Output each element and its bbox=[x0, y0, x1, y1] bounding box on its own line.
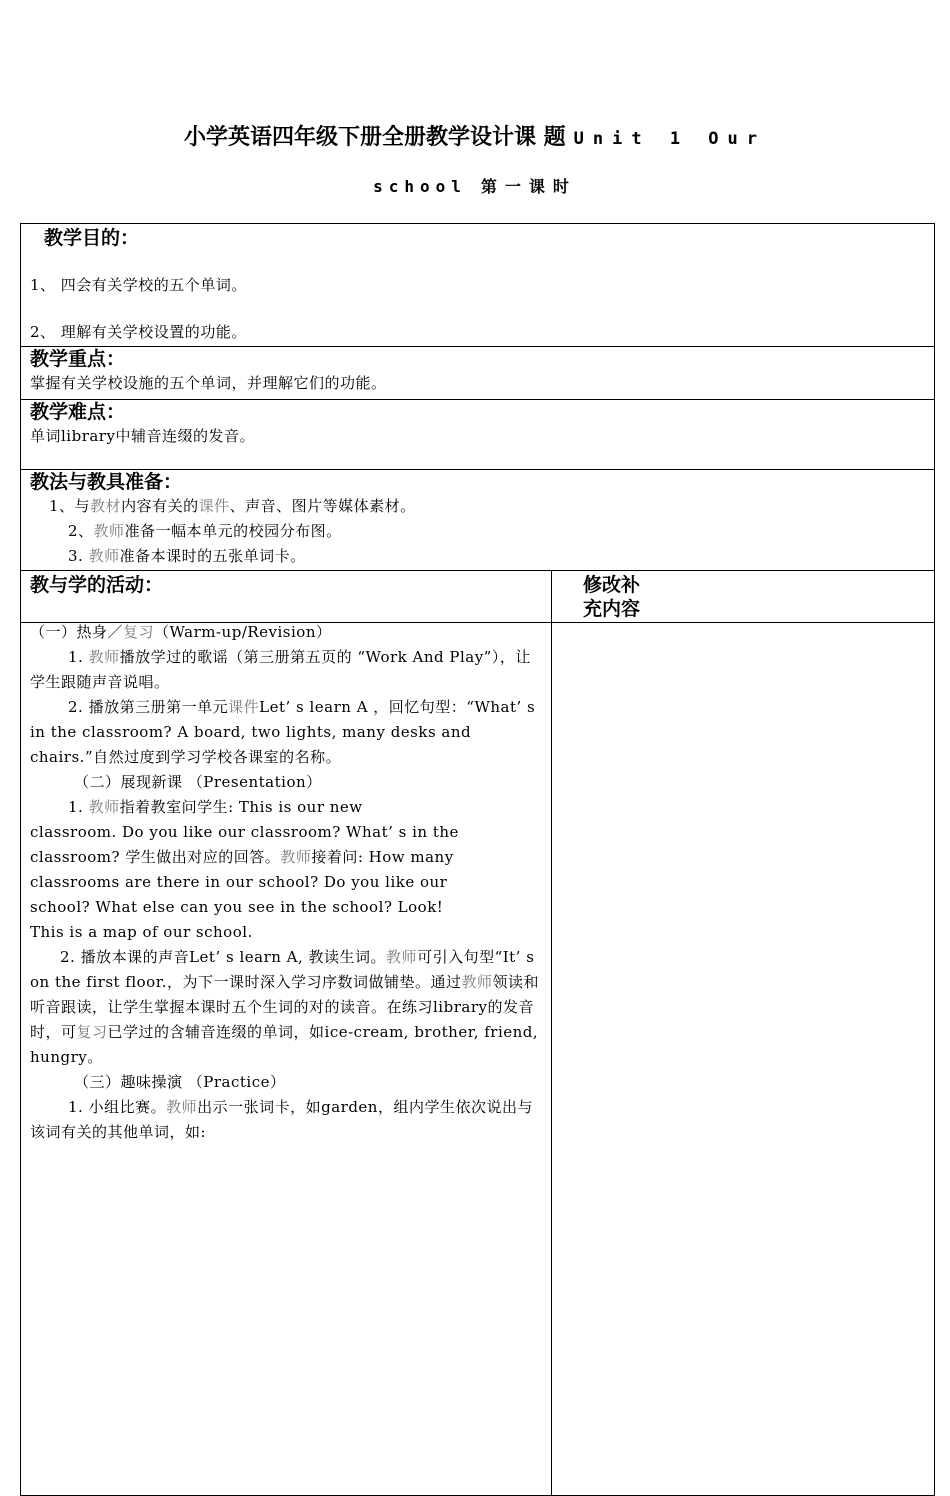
objective-item: 1、 四会有关学校的五个单词。 bbox=[30, 276, 247, 294]
section-warmup: （一）热身／复习（Warm-up/Revision） bbox=[30, 623, 332, 641]
preparation-heading: 教法与教具准备： bbox=[30, 471, 183, 493]
revision-heading: 修改补 充内容 bbox=[583, 574, 641, 620]
difficulties-text: 单词library中辅音连缀的发音。 bbox=[30, 427, 255, 445]
difficulties-row bbox=[21, 400, 935, 470]
key-points-heading: 教学重点： bbox=[30, 348, 126, 370]
lesson-plan-table bbox=[20, 223, 935, 1496]
title-english-cont: school bbox=[373, 177, 467, 196]
paragraph-line: classroom? 学生做出对应的回答。教师接着问: How many bbox=[30, 848, 454, 866]
paragraph: 2. 播放第三册第一单元课件Let’ s learn A ，回忆句型：“What’ s in the classroom? A board, two lights, many desks and chairs.”自然过度到学习学校各课室的名称。 bbox=[30, 698, 536, 766]
objectives-row bbox=[21, 224, 935, 347]
paragraph: 1. 教师播放学过的歌谣（第三册第五页的 “Work And Play”），让学生跟随声音说唱。 bbox=[30, 648, 531, 691]
paragraph-line: classrooms are there in our school? Do you like our bbox=[30, 873, 448, 891]
key-points-text: 掌握有关学校设施的五个单词，并理解它们的功能。 bbox=[30, 374, 387, 392]
paragraph: 1. 教师指着教室问学生: This is our new bbox=[68, 798, 363, 816]
key-points-row bbox=[21, 347, 935, 400]
title-lesson: 第一课时 bbox=[480, 177, 577, 196]
document-title-line1 bbox=[0, 120, 950, 151]
paragraph-line: This is a map of our school. bbox=[30, 923, 253, 941]
difficulties-heading: 教学难点： bbox=[30, 401, 126, 423]
section-presentation: （二）展现新课 （Presentation） bbox=[74, 773, 322, 791]
preparation-item: 2、教师准备一幅本单元的校园分布图。 bbox=[68, 522, 342, 540]
activities-content bbox=[30, 620, 543, 1145]
section-practice: （三）趣味操演 （Practice） bbox=[74, 1073, 286, 1091]
objectives-heading: 教学目的： bbox=[44, 227, 140, 249]
title-english: Unit 1 Our bbox=[573, 129, 767, 149]
activities-body-row bbox=[21, 623, 935, 1496]
title-chinese: 小学英语四年级下册全册教学设计课 题 bbox=[183, 125, 566, 150]
preparation-item: 1、与教材内容有关的课件、声音、图片等媒体素材。 bbox=[49, 497, 416, 515]
paragraph-line: school? What else can you see in the school? Look! bbox=[30, 898, 444, 916]
paragraph-line: classroom. Do you like our classroom? What’ s in the bbox=[30, 823, 459, 841]
revision-notes-cell bbox=[552, 623, 935, 1496]
document-title-line2 bbox=[0, 174, 950, 197]
preparation-item: 3. 教师准备本课时的五张单词卡。 bbox=[68, 547, 306, 565]
objective-item: 2、 理解有关学校设置的功能。 bbox=[30, 323, 247, 341]
paragraph: 2. 播放本课的声音Let’ s learn A, 教读生词。教师可引入句型“It’ s on the first floor.，为下一课时深入学习序数词做铺垫。通过教师领读和听音跟读，让学生掌握本课时五个生词的对的读音。在练习library的发音时，可复习已学过的含辅音连缀的单词，如ice-cream, brother, friend, hungry。 bbox=[30, 948, 540, 1066]
preparation-row bbox=[21, 470, 935, 571]
paragraph: 1. 小组比赛。教师出示一张词卡，如garden，组内学生依次说出与该词有关的其他单词，如: bbox=[30, 1098, 533, 1141]
activities-header-row bbox=[21, 571, 935, 623]
activities-heading: 教与学的活动： bbox=[30, 574, 164, 596]
